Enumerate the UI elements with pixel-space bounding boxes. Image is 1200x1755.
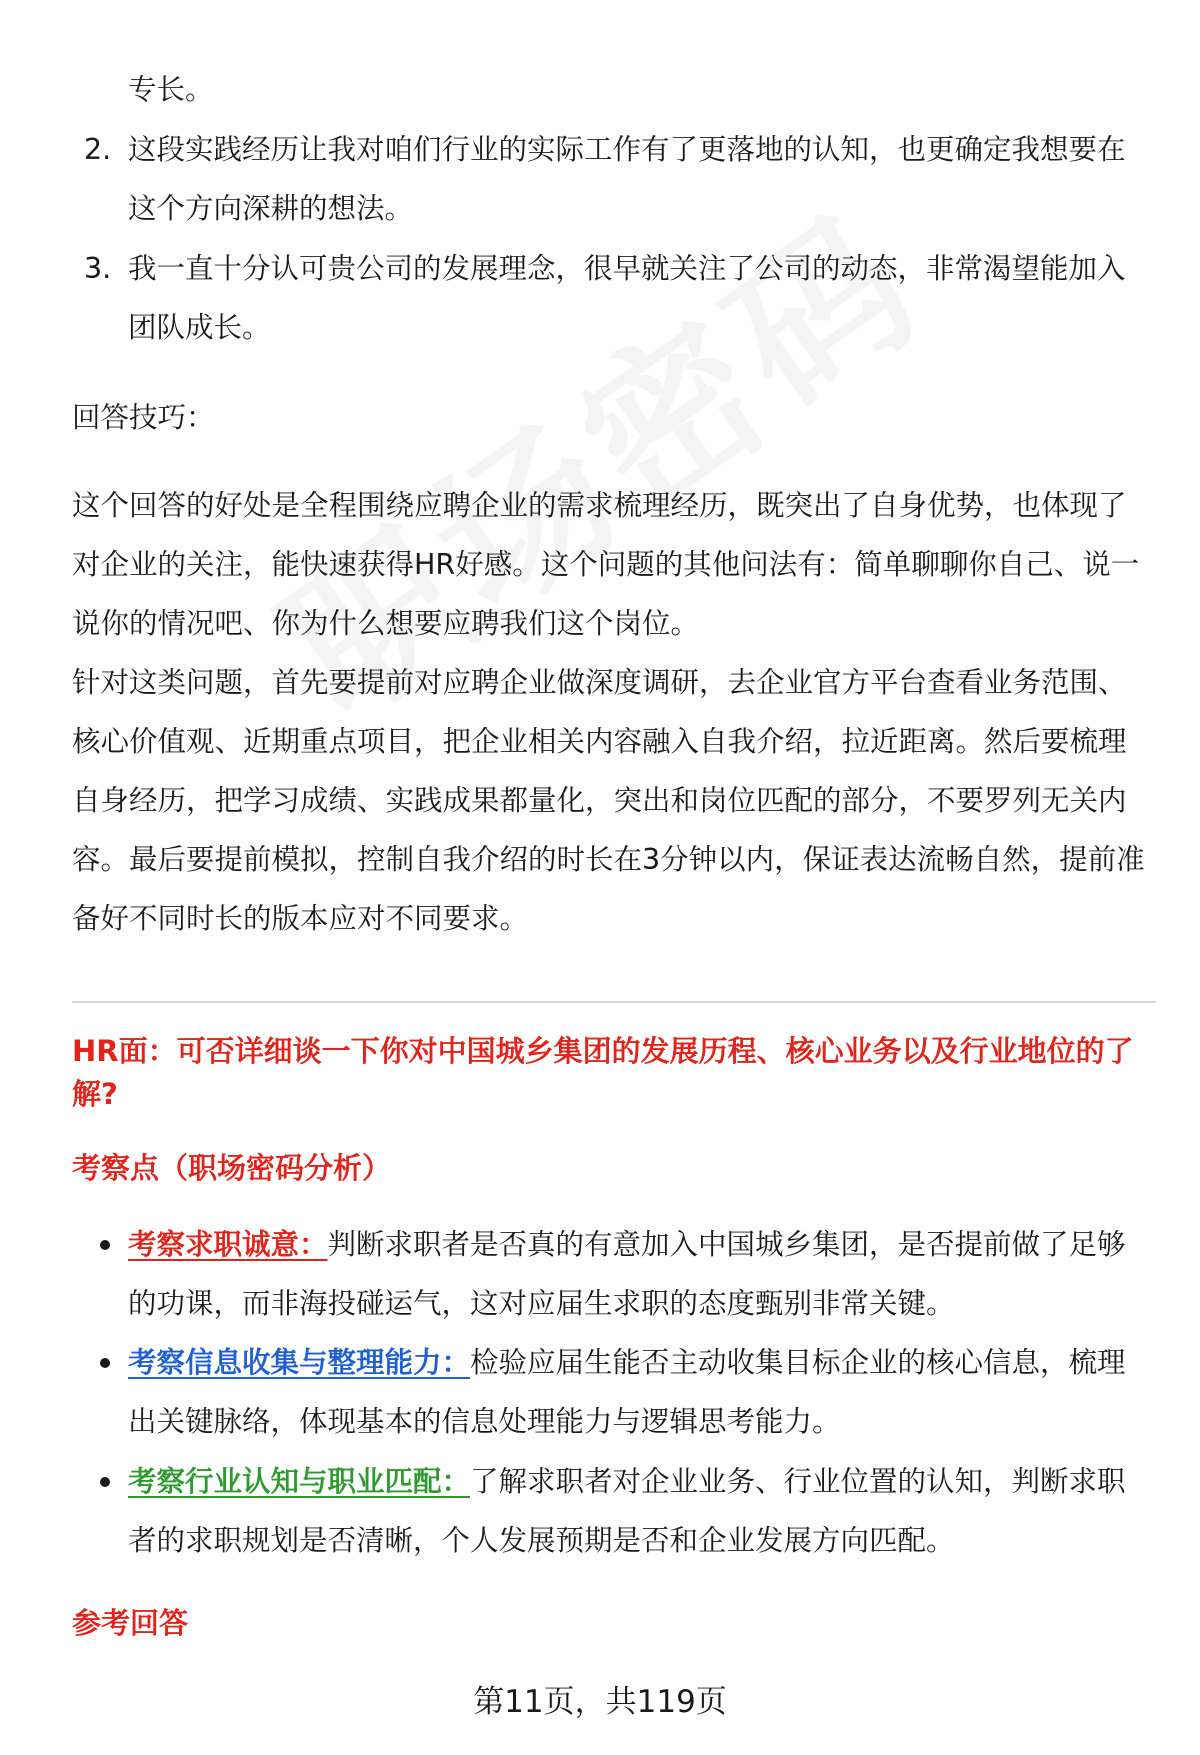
list-item-continuation: 专长。 [128,73,214,106]
tips-paragraph-2: 针对这类问题，首先要提前对应聘企业做深度调研，去企业官方平台查看业务范围、核心价值观、近期重点项目，把企业相关内容融入自我介绍，拉近距离。然后要梳理自身经历，把学习成绩、实践成果都量化，突出和岗位匹配的部分，不要罗列无关内容。最后要提前模拟，控制自我介绍的时长在3分钟以内，保证表达流畅自然，提前准备好不同时长的版本应对不同要求。 [72,666,1145,935]
analysis-point-text: 了解求职者对企业业务、行业位置的认知，判断求职者的求职规划是否清晰，个人发展预期是否和企业发展方向匹配。 [128,1465,1126,1557]
analysis-heading: 考察点（职场密码分析） [72,1151,392,1185]
analysis-point [128,1215,1148,1333]
page-footer: 第11页，共119页 [473,1684,727,1720]
analysis-point-text: 检验应届生能否主动收集目标企业的核心信息，梳理出关键脉络，体现基本的信息处理能力与逻辑思考能力。 [128,1346,1126,1438]
tips-paragraph-1: 这个回答的好处是全程围绕应聘企业的需求梳理经历，既突出了自身优势，也体现了对企业的关注，能快速获得HR好感。这个问题的其他问法有：简单聊聊你自己、说一说你的情况吧、你为什么想要应聘我们这个岗位。 [72,489,1140,640]
analysis-point-text: 判断求职者是否真的有意加入中国城乡集团，是否提前做了足够的功课，而非海投碰运气，这对应届生求职的态度甄别非常关键。 [128,1228,1126,1320]
bullet-dot [100,1358,110,1368]
analysis-point-keyword: 考察求职诚意： [128,1228,328,1261]
analysis-point [128,1452,1148,1570]
question-heading: HR面：可否详细谈一下你对中国城乡集团的发展历程、核心业务以及行业地位的了解? [72,1034,1134,1111]
analysis-point [128,1333,1148,1451]
list-number: 3. [84,252,112,285]
reference-answer-heading: 参考回答 [72,1606,189,1640]
bullet-dot [100,1477,110,1487]
list-number: 2. [84,133,112,166]
list-item: 这段实践经历让我对咱们行业的实际工作有了更落地的认知，也更确定我想要在这个方向深耕的想法。 [128,133,1126,225]
list-item: 我一直十分认可贵公司的发展理念，很早就关注了公司的动态，非常渴望能加入团队成长。 [128,252,1126,344]
tips-label: 回答技巧： [72,401,215,434]
bullet-dot [100,1240,110,1250]
analysis-point-keyword: 考察行业认知与职业匹配： [128,1465,471,1498]
section-divider [72,1001,1156,1003]
analysis-point-keyword: 考察信息收集与整理能力： [128,1346,471,1379]
